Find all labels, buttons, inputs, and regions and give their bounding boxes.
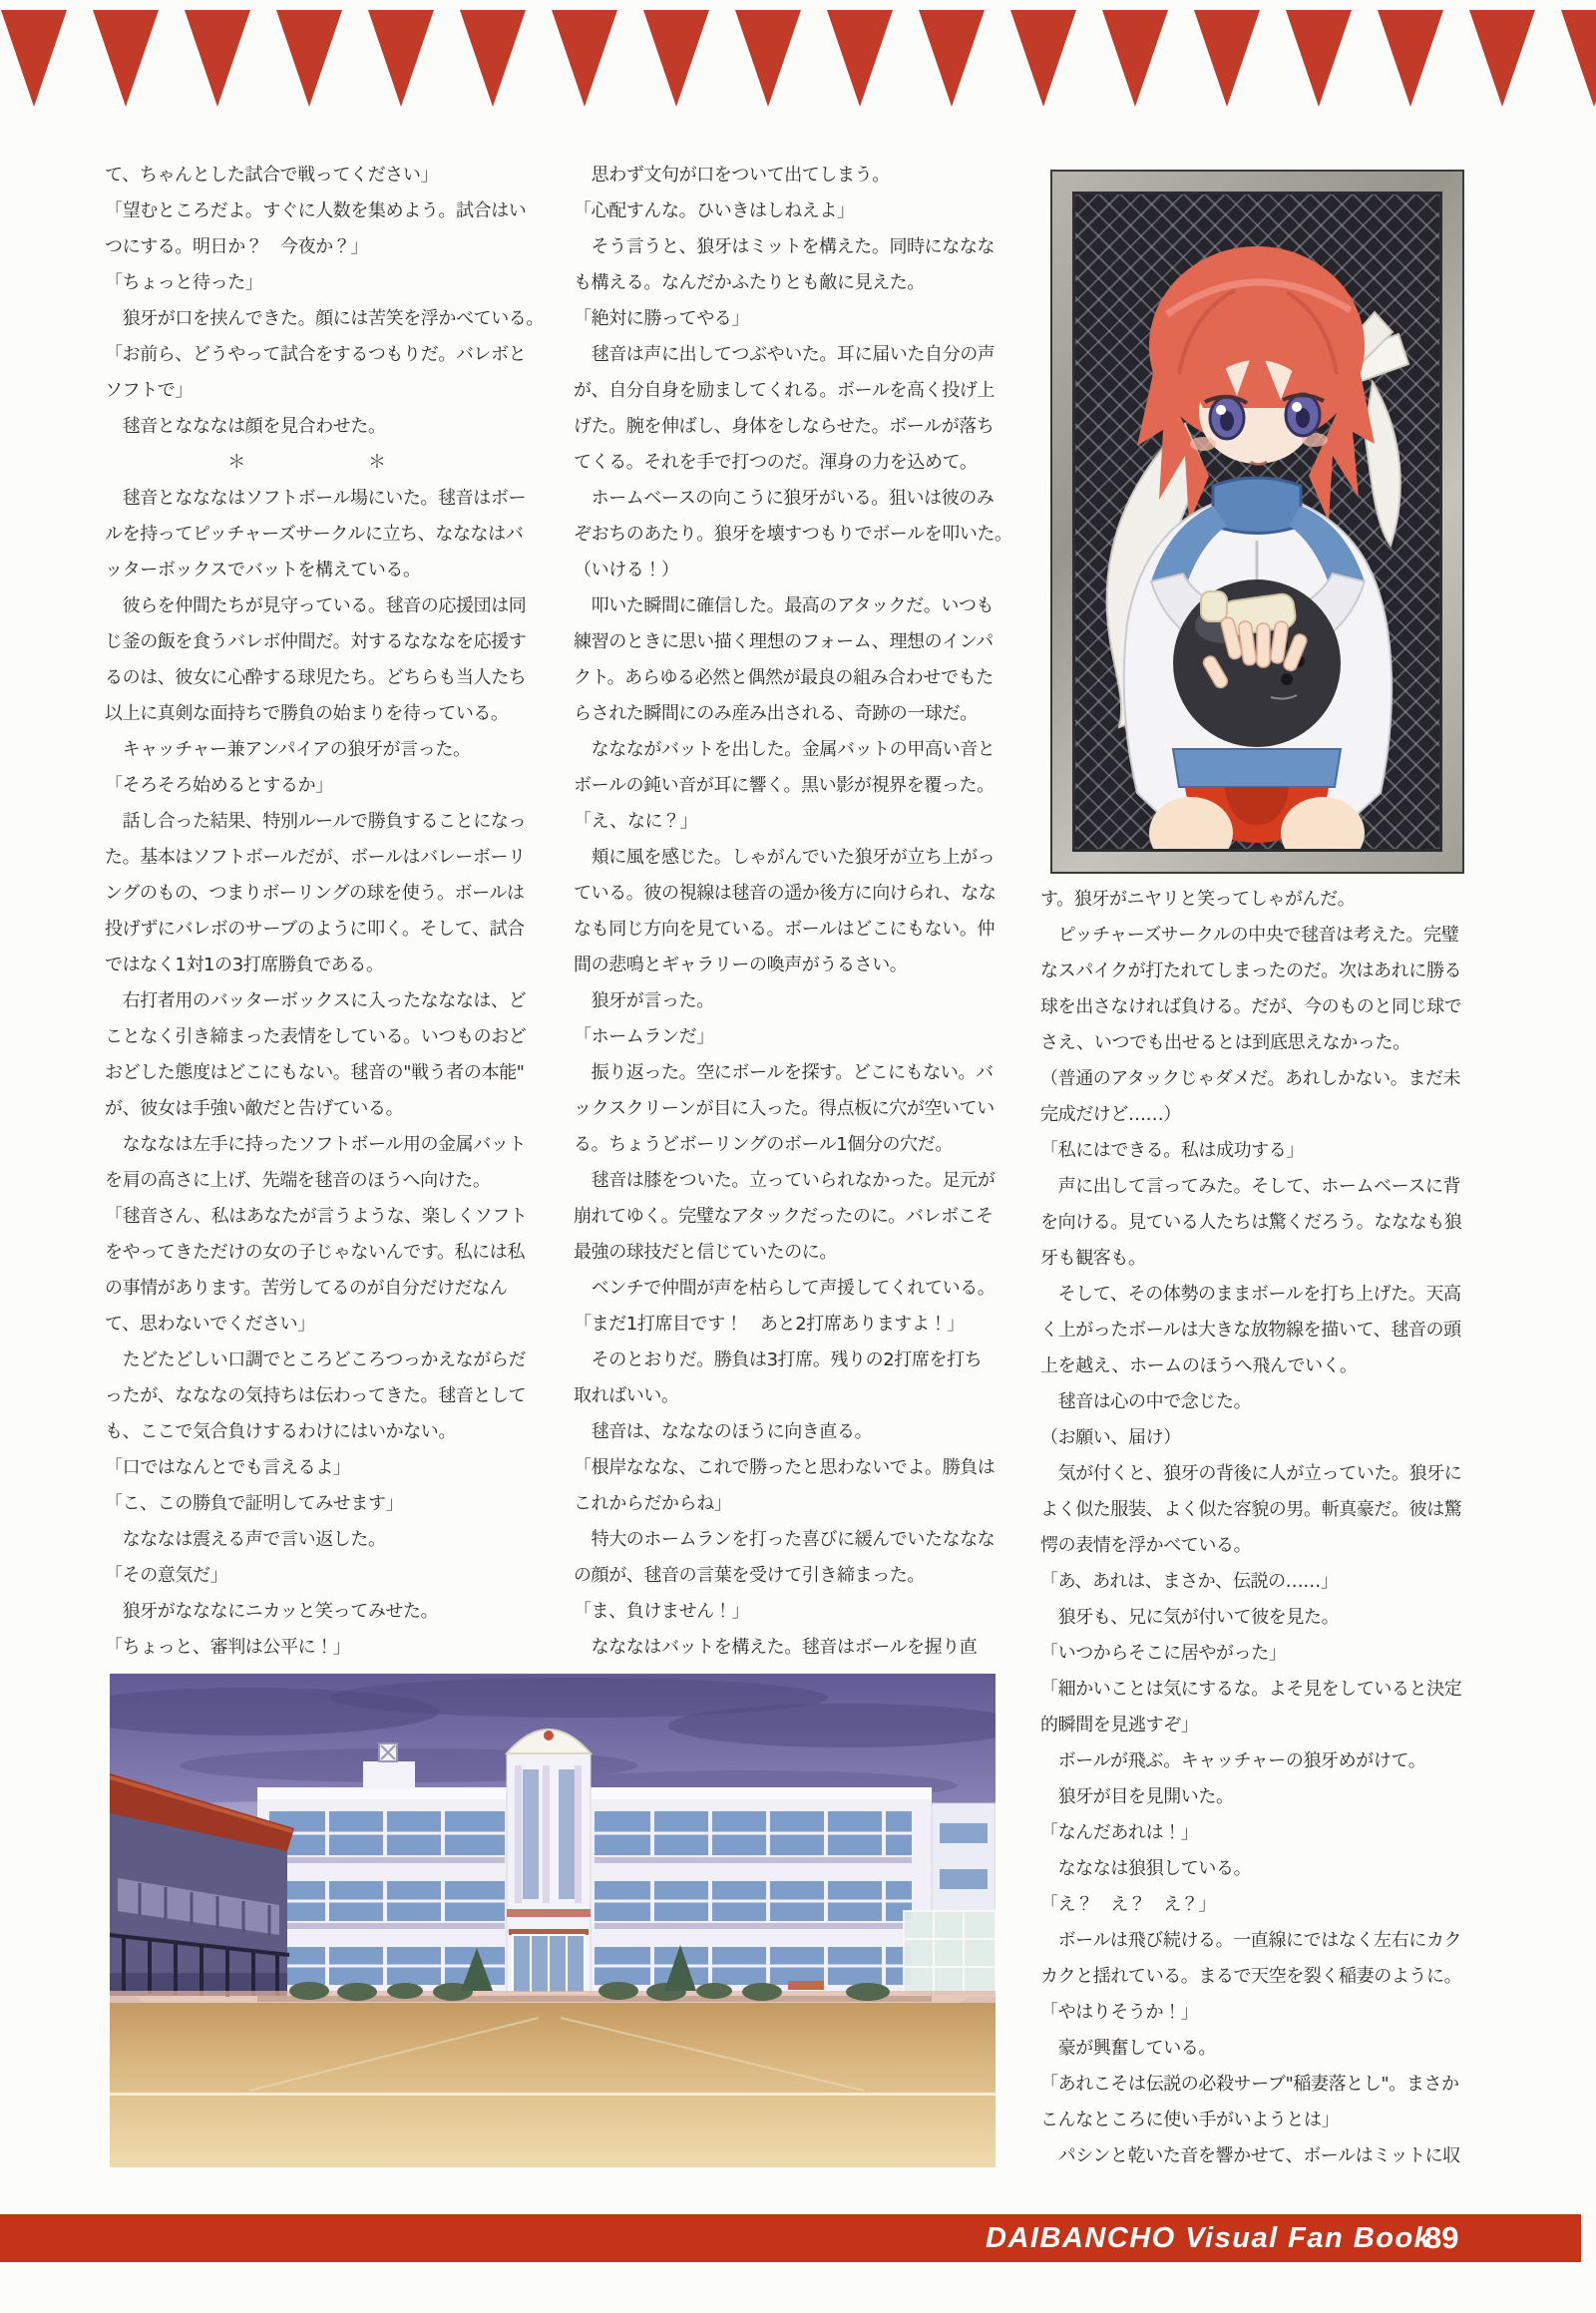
pennant-icon [93, 10, 159, 107]
text-line: 「そろそろ始めるとするか」 [105, 775, 333, 796]
footer-book-title: DAIBANCHO Visual Fan Book [986, 2222, 1432, 2254]
text-line: 「なんだあれは！」 [1040, 1822, 1199, 1843]
text-line: 愕の表情を浮かべている。 [1040, 1535, 1252, 1556]
footer-page-number: 89 [1424, 2220, 1459, 2255]
text-line: た。基本はソフトボールだが、ボールはバレーボーリ [105, 847, 526, 868]
text-line: 気が付くと、狼牙の背後に人が立っていた。狼牙に [1040, 1463, 1462, 1484]
text-line: 牙も観客も。 [1040, 1248, 1146, 1269]
text-line: 「ちょっと、審判は公平に！」 [105, 1637, 351, 1658]
text-line: 狼牙が言った。 [574, 990, 714, 1011]
text-line: く上がったボールは大きな放物線を描いて、毬音の頭 [1040, 1320, 1461, 1341]
text-line: 狼牙も、兄に気が付いて彼を見た。 [1040, 1607, 1340, 1628]
text-line: 崩れてゆく。完璧なアタックだったのに。バレボこそ [574, 1206, 994, 1227]
story-column-1 [105, 158, 556, 1666]
text-line: 練習のときに思い描く理想のフォーム、理想のインパ [574, 631, 994, 652]
text-line: 「あれこそは伝説の必殺サーブ"稲妻落とし"。まさか [1040, 2074, 1459, 2095]
text-line: クト。あらゆる必然と偶然が最良の組み合わせでもた [574, 667, 994, 688]
text-line: 完成だけど……） [1040, 1104, 1181, 1125]
text-line: ッターボックスでバットを構えている。 [105, 560, 421, 580]
text-line: 叩いた瞬間に確信した。最高のアタックだ。いつも [574, 595, 995, 616]
text-line: の事情があります。苦労してるのが自分だけだなん [105, 1278, 508, 1299]
pennant-icon [552, 10, 617, 107]
text-line: つにする。明日か？ 今夜か？」 [105, 236, 368, 257]
pennant-icon [735, 10, 801, 107]
pennant-icon [368, 10, 434, 107]
text-line: 豪が興奮している。 [1040, 2038, 1216, 2059]
pennant-icon [643, 10, 709, 107]
text-line: 上を越え、ホームのほうへ飛んでいく。 [1040, 1355, 1358, 1376]
text-line: 「いつからそこに居やがった」 [1040, 1643, 1287, 1664]
text-line: 的瞬間を見逃すぞ」 [1040, 1715, 1199, 1735]
text-line: が、彼女は手強い敵だと告げている。 [105, 1098, 404, 1119]
pennant-icon [276, 10, 342, 107]
text-line: そう言うと、狼牙はミットを構えた。同時にななな [574, 236, 996, 257]
girl-face [1190, 340, 1328, 465]
text-line: 「ま、負けません！」 [574, 1601, 749, 1622]
text-line: げた。腕を伸ばし、身体をしならせた。ボールが落ち [574, 416, 995, 437]
pennant-icon [1, 10, 67, 107]
text-line: なスパイクが打たれてしまったのだ。次はあれに勝る [1040, 961, 1462, 981]
text-line: 「え、なに？」 [574, 811, 698, 832]
text-line: て、思わないでください」 [105, 1314, 315, 1335]
text-line: 間の悲鳴とギャラリーの喚声がうるさい。 [574, 955, 908, 975]
text-line: ている。彼の視線は毬音の遥か後方に向けられ、なな [574, 883, 997, 904]
text-line: るのは、彼女に心酔する球児たち。どちらも当人たち [105, 667, 527, 688]
pennant-icon [827, 10, 893, 107]
text-line: ことなく引き締まった表情をしている。いつものおど [105, 1026, 527, 1047]
text-line: ななながバットを出した。金属バットの甲高い音と [574, 739, 996, 760]
text-line: 毬音は、なななのほうに向き直る。 [574, 1421, 873, 1442]
pennant-banner [0, 10, 1596, 108]
text-line: 「絶対に勝ってやる」 [574, 308, 749, 329]
text-line: じ釜の飯を食うバレボ仲間だ。対するなななを応援す [105, 631, 527, 652]
pennant-icon [1010, 10, 1076, 107]
text-line: ったが、なななの気持ちは伝わってきた。毬音として [105, 1385, 527, 1406]
text-line: 最強の球技だと信じていたのに。 [574, 1242, 837, 1263]
text-line: ングのもの、つまりボーリングの球を使う。ボールは [105, 883, 525, 904]
text-line: 毬音は心の中で念じた。 [1040, 1391, 1252, 1412]
text-line: が、自分自身を励ましてくれる。ボールを高く投げ上 [574, 380, 996, 401]
text-line: 毬音となななは顔を見合わせた。 [105, 416, 386, 437]
text-line: 「毬音さん、私はあなたが言うような、楽しくソフト [105, 1206, 528, 1227]
text-line: 投げずにバレボのサーブのように叩く。そして、試合 [105, 919, 525, 940]
character-illustration-frame [1050, 170, 1464, 874]
text-line: す。狼牙がニヤリと笑ってしゃがんだ。 [1040, 889, 1356, 910]
text-line: なななは狼狽している。 [1040, 1858, 1252, 1879]
text-line: 「望むところだよ。すぐに人数を集めよう。試合はい [105, 200, 527, 221]
text-line: を向ける。見ている人たちは驚くだろう。なななも狼 [1040, 1212, 1462, 1233]
chainlink-background [1072, 192, 1442, 852]
text-line: ピッチャーズサークルの中央で毬音は考えた。完璧 [1040, 925, 1459, 946]
text-line: 以上に真剣な面持ちで勝負の始まりを待っている。 [105, 703, 509, 724]
text-line: なななは震える声で言い返した。 [105, 1529, 386, 1550]
text-line: 狼牙がなななにニカッと笑ってみせた。 [105, 1601, 439, 1622]
bench [788, 1981, 824, 1990]
text-line: 狼牙が口を挟んできた。顔には苦笑を浮かべている。 [105, 308, 544, 329]
text-line: おどした態度はどこにもない。毬音の"戦う者の本能" [105, 1062, 525, 1083]
text-line: 「心配すんな。ひいきはしねえよ」 [574, 200, 855, 221]
text-line: ルを持ってピッチャーズサークルに立ち、なななはバ [105, 524, 524, 545]
text-line: キャッチャー兼アンパイアの狼牙が言った。 [105, 739, 471, 760]
blush-left [1190, 437, 1216, 451]
girl-illustration [1075, 194, 1439, 849]
text-line: パシンと乾いた音を響かせて、ボールはミットに収 [1040, 2145, 1460, 2166]
text-line: 話し合った結果、特別ルールで勝負することになっ [105, 811, 527, 832]
text-line: 思わず文句が口をついて出てしまう。 [574, 165, 890, 186]
text-line: らされた瞬間にのみ産み出される、奇跡の一球だ。 [574, 703, 978, 724]
text-line: 「その意気だ」 [105, 1565, 228, 1586]
text-line: ホームベースの向こうに狼牙がいる。狙いは彼のみ [574, 488, 995, 509]
text-line: 「あ、あれは、まさか、伝説の……」 [1040, 1571, 1339, 1592]
text-line: ボールの鈍い音が耳に響く。黒い影が視界を覆った。 [574, 775, 995, 796]
text-line: てくる。それを手で打つのだ。渾身の力を込めて。 [574, 452, 978, 473]
jacket-hem [1173, 749, 1341, 787]
footer-bar [0, 2214, 1581, 2262]
school-artwork [110, 1674, 996, 2167]
text-line: も構える。なんだかふたりとも敵に見えた。 [574, 272, 925, 293]
text-line: 「私にはできる。私は成功する」 [1040, 1140, 1304, 1161]
pennant-icon [1102, 10, 1168, 107]
text-line: 毬音となななはソフトボール場にいた。毬音はボー [105, 488, 527, 509]
text-line: ックスクリーンが目に入った。得点板に穴が空いてい [574, 1098, 995, 1119]
text-line: ボールが飛ぶ。キャッチャーの狼牙めがけて。 [1040, 1750, 1426, 1771]
text-line: よく似た服装、よく似た容貌の男。斬真豪だ。彼は驚 [1040, 1499, 1462, 1520]
text-line: ではなく1対1の3打席勝負である。 [105, 955, 384, 975]
pennant-icon [460, 10, 526, 107]
text-line: なななは左手に持ったソフトボール用の金属バット [105, 1134, 527, 1155]
text-line: （お願い、届け） [1040, 1427, 1181, 1448]
text-line: 「こ、この勝負で証明してみせます」 [105, 1493, 404, 1514]
pennant-icon [1286, 10, 1352, 107]
text-line: なななはバットを構えた。毬音はボールを握り直 [574, 1637, 978, 1658]
text-line: そのとおりだ。勝負は3打席。残りの2打席を打ち [574, 1349, 983, 1370]
text-line: 「根岸ななな、これで勝ったと思わないでよ。勝負は [574, 1457, 996, 1478]
text-line: ボールは飛び続ける。一直線にではなく左右にカク [1040, 1930, 1462, 1951]
text-line: 狼牙が目を見開いた。 [1040, 1786, 1234, 1807]
text-line: これからだからね」 [574, 1493, 732, 1514]
text-line: を肩の高さに上げ、先端を毬音のほうへ向けた。 [105, 1170, 491, 1191]
text-line: 「まだ1打席目です！ あと2打席ありますよ！」 [574, 1314, 965, 1335]
text-line: 特大のホームランを打った喜びに緩んでいたななな [574, 1529, 996, 1550]
school-tower [507, 1730, 591, 1996]
story-column-2 [574, 158, 1024, 1666]
text-line: 彼らを仲間たちが見守っている。毬音の応援団は同 [105, 595, 527, 616]
text-line: カクと揺れている。まるで天空を裂く稲妻のように。 [1040, 1966, 1462, 1987]
text-line: （いける！） [574, 560, 679, 580]
text-line: る。ちょうどボーリングのボール1個分の穴だ。 [574, 1134, 953, 1155]
text-line: こんなところに使い手がいようとは」 [1040, 2110, 1340, 2130]
text-line: 毬音は膝をついた。立っていられなかった。足元が [574, 1170, 996, 1191]
text-line: の顔が、毬音の言葉を受けて引き締まった。 [574, 1565, 925, 1586]
pennant-icon [1469, 10, 1535, 107]
pennant-icon [185, 10, 250, 107]
text-line: 「ホームランだ」 [574, 1026, 714, 1047]
text-line: さえ、いつでも出せるとは到底思えなかった。 [1040, 1032, 1410, 1053]
text-line: ベンチで仲間が声を枯らして声援してくれている。 [574, 1278, 996, 1299]
text-line: をやってきただけの女の子じゃないんです。私には私 [105, 1242, 525, 1263]
text-line: 球を出さなければ負ける。だが、今のものと同じ球で [1040, 996, 1462, 1017]
text-line: なも同じ方向を見ている。ボールはどこにもない。仲 [574, 919, 996, 940]
text-line: 「え？ え？ え？」 [1040, 1894, 1216, 1915]
pennant-icon [1378, 10, 1443, 107]
text-line: 「口ではなんとでも言えるよ」 [105, 1457, 351, 1478]
text-line: 振り返った。空にボールを探す。どこにもない。バ [574, 1062, 994, 1083]
text-line: 頬に風を感じた。しゃがんでいた狼牙が立ち上がっ [574, 847, 996, 868]
text-line: ソフトで」 [105, 380, 193, 401]
text-line: （普通のアタックじゃダメだ。あれしかない。まだ未 [1040, 1068, 1461, 1089]
text-line: て、ちゃんとした試合で戦ってください」 [105, 165, 439, 186]
text-line: 「やはりそうか！」 [1040, 2002, 1199, 2023]
pennant-icon [1561, 10, 1596, 107]
text-line: そして、その体勢のままボールを打ち上げた。天高 [1040, 1284, 1461, 1305]
pennant-icon [1194, 10, 1260, 107]
text-line: も、ここで気合負けするわけにはいかない。 [105, 1421, 456, 1442]
pennant-icon [919, 10, 985, 107]
text-line: ＊ ＊ [105, 452, 386, 473]
text-line: 「細かいことは気にするな。よそ見をしていると決定 [1040, 1679, 1462, 1700]
text-line: ぞおちのあたり。狼牙を壊すつもりでボールを叩いた。 [574, 524, 1012, 545]
text-line: 右打者用のバッターボックスに入ったなななは、ど [105, 990, 527, 1011]
text-line: 毬音は声に出してつぶやいた。耳に届いた自分の声 [574, 344, 996, 365]
text-line: 「ちょっと待った」 [105, 272, 263, 293]
story-column-3 [1040, 882, 1491, 2174]
text-line: 声に出して言ってみた。そして、ホームベースに背 [1040, 1176, 1461, 1197]
text-line: たどたどしい口調でところどころつっかえながらだ [105, 1349, 527, 1370]
text-line: 取ればいい。 [574, 1385, 679, 1406]
text-line: 「お前ら、どうやって試合をするつもりだ。バレボと [105, 344, 527, 365]
